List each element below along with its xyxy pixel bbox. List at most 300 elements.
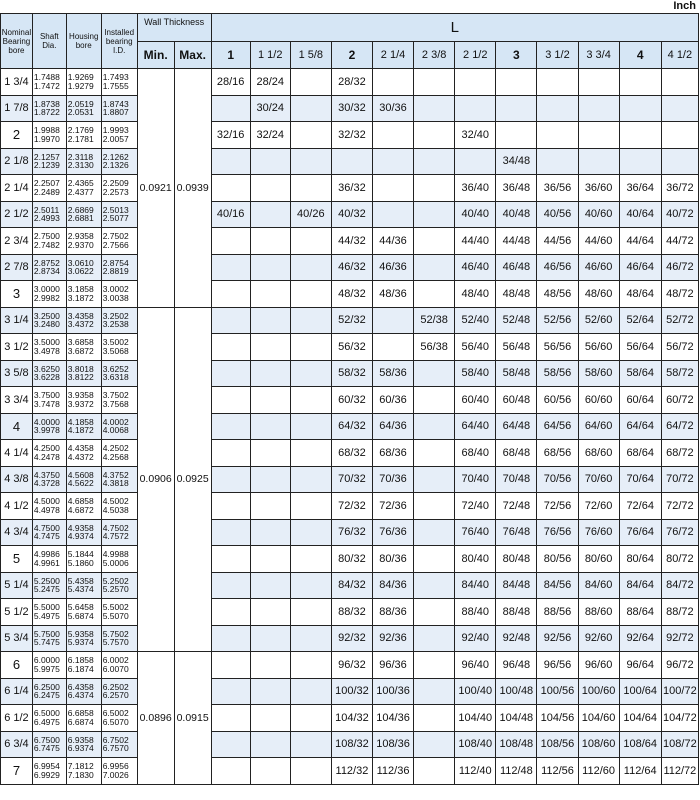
housing-cell [66,493,101,520]
installed-cell [101,413,137,440]
installed-value: 2.8754 [102,257,129,268]
shaft-cell [32,413,66,440]
installed-cell [101,95,137,122]
header-installed-id: Installed bearing I.D. [101,14,137,69]
length-value-cell [578,95,619,122]
housing-value: 4.1858 [67,416,94,427]
shaft-value: 5.4975 [33,610,60,621]
length-value-cell: 44/56 [537,228,578,255]
length-value-cell: 84/72 [661,572,698,599]
nominal-bore-cell: 3 3/4 [1,387,33,414]
shaft-value: 5.5000 [33,602,60,613]
length-value-cell: 84/40 [455,572,496,599]
length-value-cell [211,652,250,679]
length-value-cell: 88/32 [331,599,372,626]
nominal-bore-cell: 1 7/8 [1,95,33,122]
length-value-cell [619,69,661,96]
installed-cell [101,705,137,732]
housing-value: 4.6872 [67,504,94,515]
length-value-cell [250,678,290,705]
housing-value: 2.0519 [67,98,94,109]
length-value-cell [250,758,290,785]
installed-value: 1.9993 [102,125,129,136]
length-value-cell [414,546,455,573]
length-value-cell: 112/60 [578,758,619,785]
length-value-cell [414,758,455,785]
nominal-bore-cell: 6 1/4 [1,678,33,705]
housing-value: 2.9370 [67,239,94,250]
length-value-cell: 52/38 [414,307,455,334]
length-value-cell [250,599,290,626]
table-row [1,201,699,228]
shaft-value: 2.8734 [33,266,60,277]
housing-value: 3.9358 [67,390,94,401]
length-value-cell: 60/56 [537,387,578,414]
length-value-cell: 56/32 [331,334,372,361]
header-max: Max. [174,42,211,69]
housing-value: 4.9358 [67,522,94,533]
length-value-cell: 46/40 [455,254,496,281]
shaft-cell [32,228,66,255]
length-value-cell: 112/64 [619,758,661,785]
installed-value: 5.5002 [102,602,129,613]
installed-value: 6.2502 [102,681,129,692]
housing-value: 2.6881 [67,213,94,224]
table-row [1,360,699,387]
nominal-bore-cell: 5 1/4 [1,572,33,599]
length-value-cell: 32/16 [211,122,250,149]
length-value-cell: 108/36 [372,731,413,758]
length-value-cell: 60/72 [661,387,698,414]
length-value-cell [211,678,250,705]
housing-value: 2.3130 [67,160,94,171]
length-value-cell: 68/40 [455,440,496,467]
housing-value: 3.0610 [67,257,94,268]
housing-value: 3.8122 [67,372,94,383]
installed-value: 1.8743 [102,98,129,109]
installed-value: 4.5038 [102,504,129,515]
length-value-cell: 104/60 [578,705,619,732]
length-value-cell: 68/48 [496,440,537,467]
length-value-cell: 80/60 [578,546,619,573]
length-value-cell: 104/56 [537,705,578,732]
length-value-cell: 64/72 [661,413,698,440]
housing-value: 6.1874 [67,663,94,674]
housing-cell [66,546,101,573]
shaft-value: 6.9954 [33,761,60,772]
header-length-col: 1 [211,42,250,69]
length-value-cell: 92/56 [537,625,578,652]
nominal-bore-cell: 4 3/4 [1,519,33,546]
installed-cell [101,69,137,96]
header-length-col: 1 5/8 [290,42,331,69]
installed-value: 2.8819 [102,266,129,277]
installed-value: 2.5013 [102,204,129,215]
table-row [1,678,699,705]
length-value-cell [290,731,331,758]
length-value-cell: 80/64 [619,546,661,573]
length-value-cell: 84/64 [619,572,661,599]
length-value-cell: 76/56 [537,519,578,546]
housing-cell [66,625,101,652]
installed-value: 5.7502 [102,628,129,639]
length-value-cell: 44/64 [619,228,661,255]
length-value-cell [250,175,290,202]
installed-value: 4.3752 [102,469,129,480]
header-length-col: 3 [496,42,537,69]
length-value-cell [211,599,250,626]
length-value-cell: 52/60 [578,307,619,334]
housing-value: 7.1812 [67,761,94,772]
length-value-cell: 112/40 [455,758,496,785]
nominal-bore-cell: 5 [1,546,33,573]
length-value-cell: 70/64 [619,466,661,493]
nominal-bore-cell: 5 3/4 [1,625,33,652]
installed-value: 4.2568 [102,451,129,462]
shaft-value: 2.7482 [33,239,60,250]
length-value-cell [290,440,331,467]
installed-value: 6.9956 [102,761,129,772]
header-length-col: 1 1/2 [250,42,290,69]
length-value-cell: 76/36 [372,519,413,546]
length-value-cell [496,95,537,122]
housing-value: 3.6872 [67,345,94,356]
length-value-cell [290,122,331,149]
installed-cell [101,652,137,679]
housing-value: 5.1860 [67,557,94,568]
housing-value: 3.4372 [67,319,94,330]
length-value-cell [455,95,496,122]
length-value-cell: 52/72 [661,307,698,334]
shaft-cell [32,678,66,705]
length-value-cell [290,625,331,652]
nominal-bore-cell: 3 [1,281,33,308]
length-value-cell: 46/56 [537,254,578,281]
length-value-cell: 52/56 [537,307,578,334]
shaft-value: 4.0000 [33,416,60,427]
housing-value: 3.4358 [67,310,94,321]
length-value-cell: 64/40 [455,413,496,440]
length-value-cell [211,281,250,308]
header-length-col: 4 1/2 [661,42,698,69]
length-value-cell [331,148,372,175]
length-value-cell: 70/60 [578,466,619,493]
shaft-value: 4.2478 [33,451,60,462]
length-value-cell [250,334,290,361]
housing-value: 2.4365 [67,178,94,189]
length-value-cell: 58/56 [537,360,578,387]
nominal-bore-cell: 2 7/8 [1,254,33,281]
length-value-cell [414,599,455,626]
length-value-cell [619,95,661,122]
length-value-cell: 80/36 [372,546,413,573]
length-value-cell [250,201,290,228]
length-value-cell: 68/36 [372,440,413,467]
installed-cell [101,440,137,467]
length-value-cell [290,705,331,732]
length-value-cell: 36/56 [537,175,578,202]
length-value-cell: 70/48 [496,466,537,493]
housing-cell [66,334,101,361]
installed-cell [101,228,137,255]
nominal-bore-cell: 6 3/4 [1,731,33,758]
length-value-cell: 80/32 [331,546,372,573]
length-value-cell [211,387,250,414]
table-row [1,440,699,467]
length-value-cell: 72/60 [578,493,619,520]
shaft-cell [32,360,66,387]
housing-cell [66,731,101,758]
length-value-cell: 58/40 [455,360,496,387]
length-value-cell: 104/40 [455,705,496,732]
header-length-col: 2 1/4 [372,42,413,69]
housing-cell [66,652,101,679]
shaft-cell [32,148,66,175]
wall-thickness-max-cell: 0.0939 [174,69,211,308]
length-value-cell [372,201,413,228]
housing-value: 5.9374 [67,637,94,648]
installed-cell [101,387,137,414]
length-value-cell [455,69,496,96]
length-value-cell [290,228,331,255]
length-value-cell [250,440,290,467]
shaft-value: 1.7472 [33,80,60,91]
length-value-cell: 76/40 [455,519,496,546]
installed-value: 4.9988 [102,549,129,560]
table-row [1,599,699,626]
housing-value: 5.1844 [67,549,94,560]
housing-cell [66,440,101,467]
length-value-cell: 28/24 [250,69,290,96]
housing-value: 2.0531 [67,107,94,118]
shaft-value: 4.3728 [33,478,60,489]
length-value-cell: 36/64 [619,175,661,202]
length-value-cell [211,175,250,202]
housing-value: 6.9358 [67,734,94,745]
length-value-cell: 70/56 [537,466,578,493]
installed-cell [101,307,137,334]
shaft-value: 1.9970 [33,133,60,144]
shaft-value: 3.4978 [33,345,60,356]
housing-value: 6.6858 [67,708,94,719]
length-value-cell: 46/48 [496,254,537,281]
shaft-value: 3.6228 [33,372,60,383]
table-row [1,705,699,732]
table-row [1,334,699,361]
length-value-cell: 72/64 [619,493,661,520]
installed-value: 3.0038 [102,292,129,303]
length-value-cell [414,254,455,281]
shaft-value: 4.7500 [33,522,60,533]
length-value-cell: 30/24 [250,95,290,122]
shaft-value: 6.5000 [33,708,60,719]
nominal-bore-cell: 4 3/8 [1,466,33,493]
shaft-value: 2.9982 [33,292,60,303]
housing-value: 2.3118 [67,151,94,162]
length-value-cell: 44/36 [372,228,413,255]
length-value-cell: 80/40 [455,546,496,573]
housing-value: 3.0622 [67,266,94,277]
length-value-cell: 68/64 [619,440,661,467]
shaft-value: 4.5000 [33,496,60,507]
length-value-cell: 58/64 [619,360,661,387]
header-length-col: 3 3/4 [578,42,619,69]
installed-value: 3.6318 [102,372,129,383]
shaft-cell [32,705,66,732]
length-value-cell: 92/36 [372,625,413,652]
shaft-value: 6.4975 [33,716,60,727]
installed-value: 2.0057 [102,133,129,144]
length-value-cell: 46/64 [619,254,661,281]
installed-value: 2.2509 [102,178,129,189]
housing-cell [66,572,101,599]
length-value-cell [211,334,250,361]
length-value-cell [211,625,250,652]
length-value-cell [537,69,578,96]
length-value-cell: 40/72 [661,201,698,228]
length-value-cell [537,148,578,175]
length-value-cell [414,493,455,520]
header-length-col: 2 [331,42,372,69]
wall-thickness-min-cell: 0.0906 [137,307,174,652]
length-value-cell: 40/64 [619,201,661,228]
length-value-cell [661,122,698,149]
length-value-cell [250,387,290,414]
installed-value: 3.7568 [102,398,129,409]
table-row [1,652,699,679]
length-value-cell: 60/40 [455,387,496,414]
length-value-cell: 28/16 [211,69,250,96]
installed-cell [101,334,137,361]
length-value-cell [290,413,331,440]
length-value-cell: 104/64 [619,705,661,732]
length-value-cell: 58/72 [661,360,698,387]
shaft-value: 6.2500 [33,681,60,692]
housing-value: 3.8018 [67,363,94,374]
length-value-cell [414,175,455,202]
length-value-cell [372,334,413,361]
length-value-cell [537,122,578,149]
housing-cell [66,148,101,175]
length-value-cell [250,519,290,546]
length-value-cell: 76/64 [619,519,661,546]
nominal-bore-cell: 3 1/2 [1,334,33,361]
housing-value: 6.4374 [67,690,94,701]
shaft-value: 4.4978 [33,504,60,515]
installed-cell [101,254,137,281]
shaft-cell [32,334,66,361]
length-value-cell [414,652,455,679]
housing-value: 2.4377 [67,186,94,197]
length-value-cell [414,228,455,255]
length-value-cell: 96/40 [455,652,496,679]
length-value-cell [414,466,455,493]
length-value-cell [211,705,250,732]
length-value-cell: 52/40 [455,307,496,334]
table-row [1,546,699,573]
length-value-cell: 64/60 [578,413,619,440]
length-value-cell [211,758,250,785]
length-value-cell: 36/72 [661,175,698,202]
length-value-cell: 48/72 [661,281,698,308]
length-value-cell: 44/60 [578,228,619,255]
length-value-cell: 88/60 [578,599,619,626]
length-value-cell: 32/24 [250,122,290,149]
length-value-cell: 34/48 [496,148,537,175]
nominal-bore-cell: 2 [1,122,33,149]
installed-value: 6.2570 [102,690,129,701]
length-value-cell [290,334,331,361]
housing-value: 6.4358 [67,681,94,692]
length-value-cell [290,148,331,175]
housing-value: 3.9372 [67,398,94,409]
length-value-cell [211,254,250,281]
length-value-cell [578,148,619,175]
length-value-cell: 48/32 [331,281,372,308]
housing-cell [66,95,101,122]
installed-value: 1.7493 [102,72,129,83]
table-row [1,572,699,599]
housing-value: 4.5608 [67,469,94,480]
length-value-cell [290,519,331,546]
length-value-cell: 100/60 [578,678,619,705]
table-row [1,69,699,96]
shaft-value: 6.9929 [33,769,60,780]
nominal-bore-cell: 2 1/2 [1,201,33,228]
length-value-cell [211,148,250,175]
length-value-cell: 44/72 [661,228,698,255]
length-value-cell [414,678,455,705]
length-value-cell [661,69,698,96]
nominal-bore-cell: 3 1/4 [1,307,33,334]
housing-cell [66,281,101,308]
nominal-bore-cell: 2 1/8 [1,148,33,175]
shaft-cell [32,175,66,202]
shaft-cell [32,122,66,149]
length-value-cell: 96/64 [619,652,661,679]
length-value-cell: 48/56 [537,281,578,308]
length-value-cell [211,413,250,440]
table-row [1,122,699,149]
installed-value: 5.7570 [102,637,129,648]
nominal-bore-cell: 3 5/8 [1,360,33,387]
length-value-cell [250,652,290,679]
installed-value: 2.1326 [102,160,129,171]
shaft-value: 6.2475 [33,690,60,701]
shaft-cell [32,758,66,785]
nominal-bore-cell: 4 [1,413,33,440]
length-value-cell: 80/72 [661,546,698,573]
shaft-value: 2.1239 [33,160,60,171]
length-value-cell: 108/64 [619,731,661,758]
length-value-cell: 28/32 [331,69,372,96]
installed-value: 2.7502 [102,231,129,242]
shaft-cell [32,440,66,467]
shaft-value: 2.8752 [33,257,60,268]
length-value-cell: 40/26 [290,201,331,228]
nominal-bore-cell: 2 3/4 [1,228,33,255]
length-value-cell: 64/56 [537,413,578,440]
length-value-cell: 48/40 [455,281,496,308]
length-value-cell [211,466,250,493]
shaft-cell [32,731,66,758]
shaft-value: 1.8738 [33,98,60,109]
length-value-cell: 70/36 [372,466,413,493]
shaft-cell [32,307,66,334]
length-value-cell: 108/40 [455,731,496,758]
length-value-cell: 100/36 [372,678,413,705]
housing-cell [66,307,101,334]
